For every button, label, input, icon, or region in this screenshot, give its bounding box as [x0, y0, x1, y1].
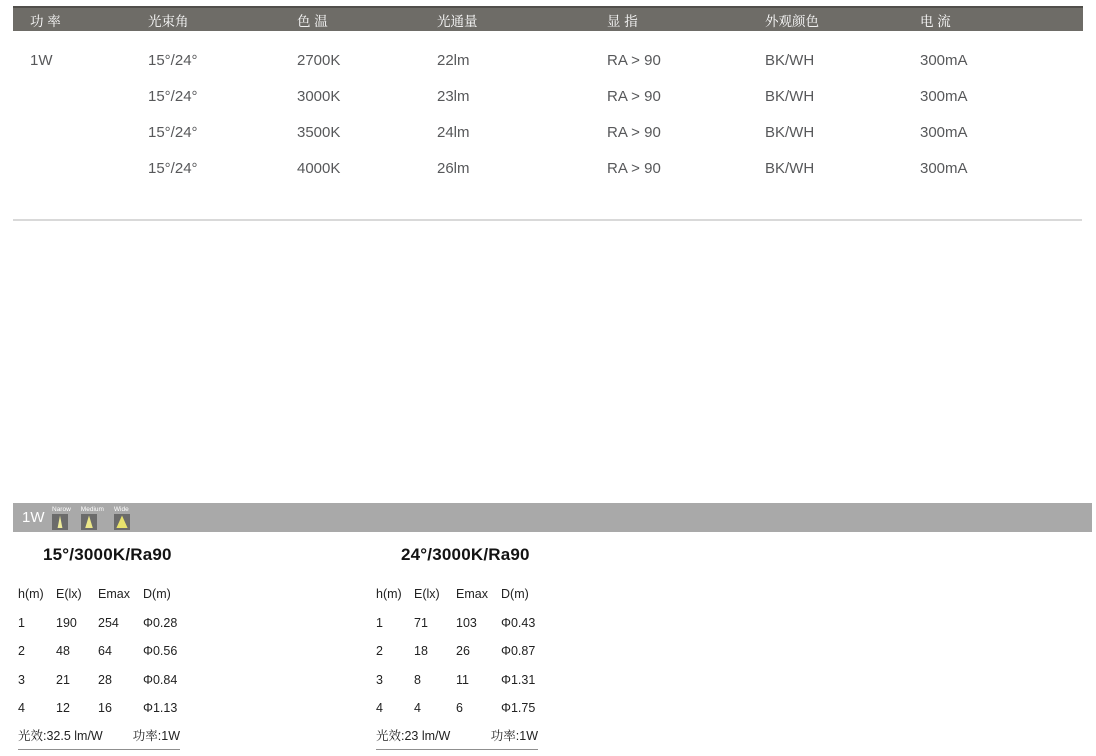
spec-cell-housing-color: BK/WH	[765, 52, 815, 69]
spec-cell-luminous-flux: 24lm	[437, 124, 470, 141]
spec-cell-cri: RA > 90	[607, 88, 661, 105]
photo-cell: 11	[456, 672, 469, 687]
photo-cell: 28	[98, 672, 112, 687]
photo-cell: 1	[376, 615, 383, 630]
spec-cell-luminous-flux: 26lm	[437, 160, 470, 177]
spec-cell-cri: RA > 90	[607, 52, 661, 69]
photometric-table-15deg	[18, 545, 248, 750]
wide-beam-label: Wide	[113, 505, 129, 513]
spec-table-row	[13, 43, 1083, 79]
photo-cell: 8	[414, 672, 421, 687]
spec-cell-beam-angle: 15°/24°	[148, 124, 198, 141]
photo-cell: Φ1.31	[501, 672, 536, 687]
medium-beam-label: Medium	[80, 505, 104, 513]
photo-cell: 26	[456, 644, 470, 658]
photo-cell: Φ1.13	[143, 701, 178, 715]
spec-cell-housing-color: BK/WH	[765, 124, 815, 141]
spec-cell-luminous-flux: 22lm	[437, 52, 470, 69]
photometric-title: 15°/3000K/Ra90	[43, 545, 172, 564]
narrow-beam-label: Narow	[52, 505, 71, 513]
spec-cell-color-temp: 3500K	[297, 124, 341, 141]
photo-cell: 48	[56, 644, 70, 658]
photo-cell: Φ0.56	[143, 644, 178, 658]
spec-cell-beam-angle: 15°/24°	[148, 160, 198, 177]
spec-table-row	[13, 79, 1083, 115]
spec-header-color-temp: 色 温	[297, 13, 328, 29]
photo-cell: 4	[414, 701, 421, 715]
photo-header-e: E(lx)	[56, 587, 82, 601]
spec-cell-housing-color: BK/WH	[765, 160, 815, 177]
photo-cell: 64	[98, 644, 112, 658]
photometric-title: 24°/3000K/Ra90	[401, 545, 530, 564]
efficacy-label: 光效:23 lm/W	[376, 728, 451, 743]
photo-cell: Φ0.43	[501, 615, 536, 630]
photo-cell: 2	[18, 644, 25, 658]
spec-cell-current: 300mA	[920, 124, 968, 141]
efficacy-label: 光效:32.5 lm/W	[18, 728, 103, 743]
power-label: 功率:1W	[132, 728, 180, 743]
photometric-footer	[376, 726, 538, 750]
spec-cell-beam-angle: 15°/24°	[148, 88, 198, 105]
spec-cell-power: 1W	[30, 52, 53, 69]
spec-cell-color-temp: 4000K	[297, 160, 341, 177]
photo-cell: Φ0.87	[501, 644, 536, 658]
section-divider	[13, 219, 1082, 221]
spec-header-beam-angle: 光束角	[148, 13, 189, 29]
photometric-grid	[18, 580, 248, 723]
wide-beam-icon	[114, 514, 130, 530]
spec-cell-current: 300mA	[920, 52, 968, 69]
photo-cell: 12	[56, 701, 70, 715]
spec-cell-cri: RA > 90	[607, 124, 661, 141]
beam-bar-power-label: 1W	[22, 509, 45, 526]
spec-table-header-row	[13, 6, 1083, 31]
power-label: 功率:1W	[490, 728, 538, 743]
photo-header-emax: Emax	[456, 587, 488, 601]
photo-header-emax: Emax	[98, 587, 130, 601]
spec-header-cri: 显 指	[607, 13, 638, 29]
photo-cell: 2	[376, 644, 383, 658]
spec-cell-current: 300mA	[920, 160, 968, 177]
spec-cell-beam-angle: 15°/24°	[148, 52, 198, 69]
photo-cell: 16	[98, 701, 112, 715]
spec-table-row	[13, 151, 1083, 187]
photo-cell: 4	[376, 701, 383, 715]
spec-cell-cri: RA > 90	[607, 160, 661, 177]
photo-header-d: D(m)	[501, 587, 529, 601]
beam-group-medium	[81, 506, 104, 530]
spec-table-body	[13, 43, 1083, 187]
photo-cell: 71	[414, 615, 428, 630]
photo-cell: 21	[56, 672, 70, 687]
photo-cell: 254	[98, 615, 119, 630]
photo-header-h: h(m)	[376, 587, 402, 601]
photo-header-d: D(m)	[143, 587, 171, 601]
narrow-beam-icon	[52, 514, 68, 530]
beam-group-narrow	[52, 506, 71, 530]
photo-header-h: h(m)	[18, 587, 44, 601]
photo-cell: 3	[18, 672, 25, 687]
photometric-footer	[18, 726, 180, 750]
medium-beam-icon	[81, 514, 97, 530]
photo-cell: 4	[18, 701, 25, 715]
spec-cell-current: 300mA	[920, 88, 968, 105]
photo-header-e: E(lx)	[414, 587, 440, 601]
photo-cell: 103	[456, 615, 477, 630]
photo-cell: 18	[414, 644, 428, 658]
photo-cell: Φ1.75	[501, 701, 536, 715]
spec-cell-power	[30, 115, 148, 151]
spec-cell-power	[30, 79, 148, 115]
photo-cell: Φ0.28	[143, 615, 178, 630]
spec-header-power: 功 率	[30, 13, 61, 29]
photo-cell: 6	[456, 701, 463, 715]
photo-cell: 190	[56, 615, 77, 630]
spec-cell-luminous-flux: 23lm	[437, 88, 470, 105]
spec-header-luminous-flux: 光通量	[437, 13, 478, 29]
spec-cell-housing-color: BK/WH	[765, 88, 815, 105]
spec-cell-color-temp: 2700K	[297, 52, 341, 69]
spec-table-row	[13, 115, 1083, 151]
beam-bar	[13, 503, 1092, 532]
photo-cell: 1	[18, 615, 25, 630]
photometric-grid	[376, 580, 606, 723]
photometric-table-24deg	[376, 545, 606, 750]
spec-cell-color-temp: 3000K	[297, 88, 341, 105]
spec-header-current: 电 流	[920, 13, 951, 29]
spec-header-housing-color: 外观颜色	[765, 13, 819, 29]
photo-cell: Φ0.84	[143, 672, 178, 687]
beam-group-wide	[114, 506, 130, 530]
photo-cell: 3	[376, 672, 383, 687]
spec-cell-power	[30, 151, 148, 187]
